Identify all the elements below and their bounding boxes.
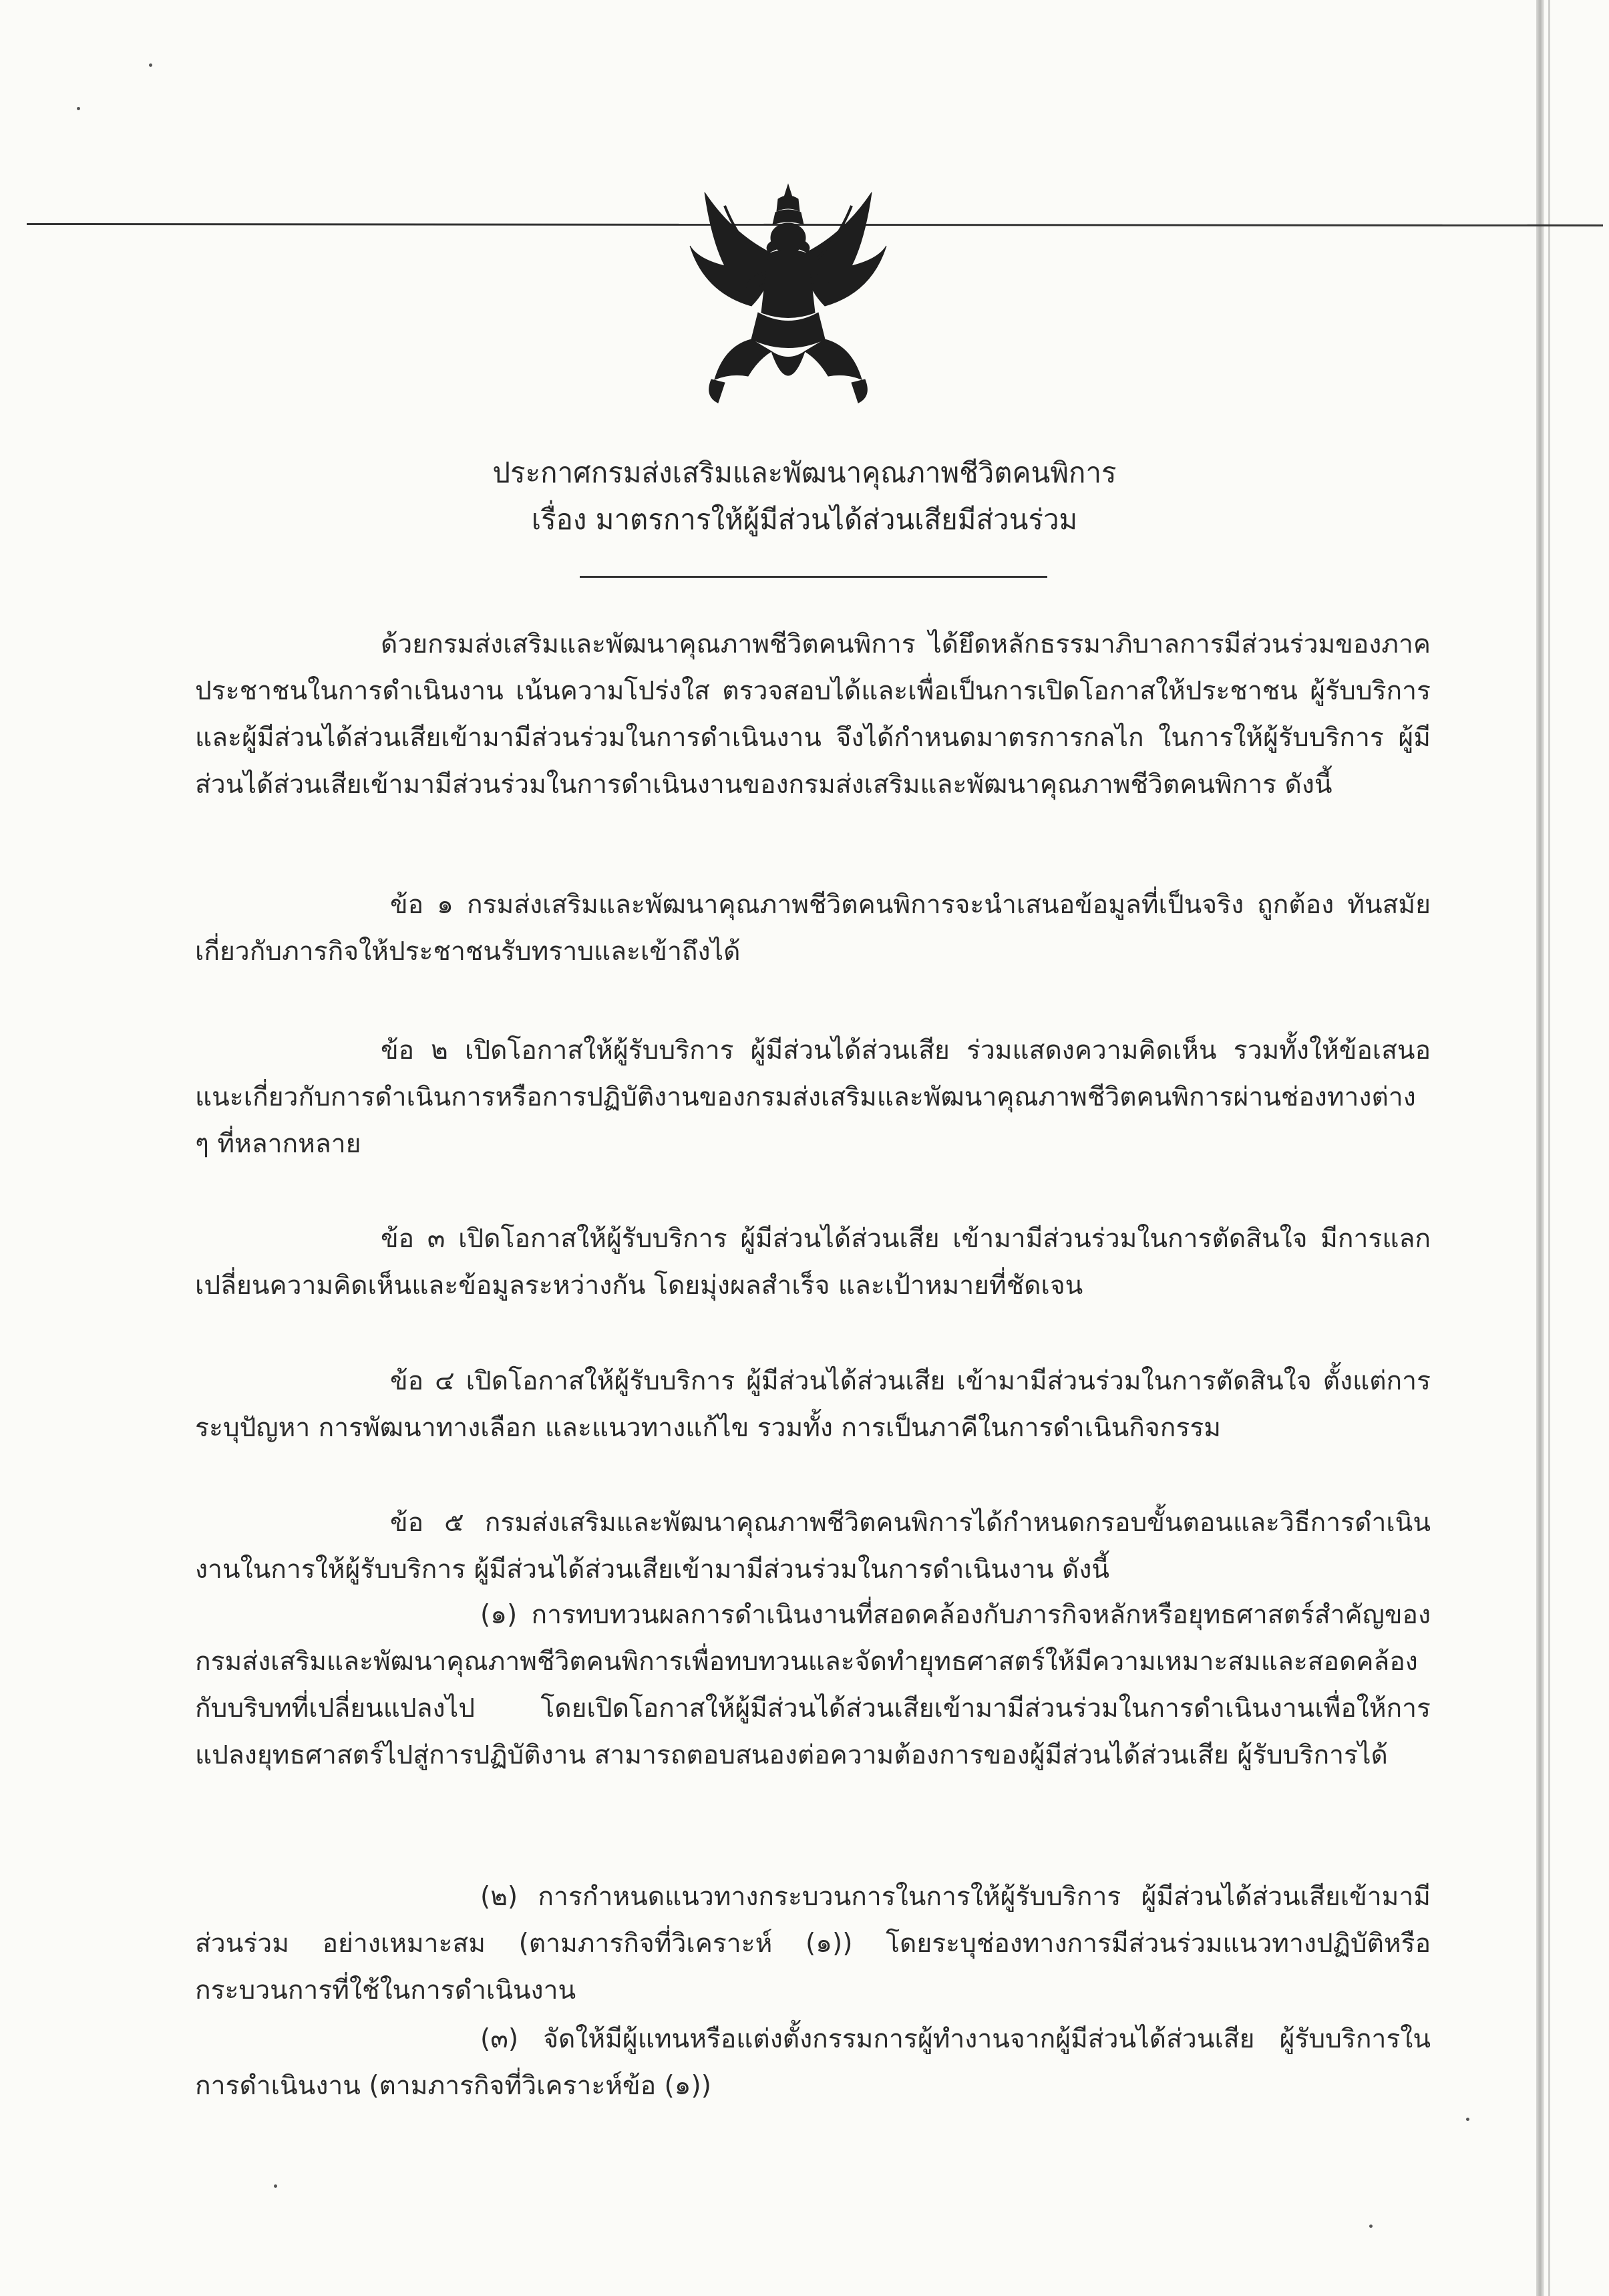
title-separator-line xyxy=(580,576,1047,578)
announcement-subject: เรื่อง มาตรการให้ผู้มีส่วนได้ส่วนเสียมีส่วนร่วม xyxy=(531,503,1078,536)
scan-speck xyxy=(149,63,152,67)
sub-item-2-paragraph: (๒) การกำหนดแนวทางกระบวนการในการให้ผู้รับบริการ ผู้มีส่วนได้ส่วนเสียเข้ามามีส่วนร่วม อย่างเหมาะสม (ตามภารกิจที่วิเคราะห์ (๑)) โดยระบุช่องทางการมีส่วนร่วมแนวทางปฏิบัติหรือกระบวนการที่ใช้ในการดำเนินงาน xyxy=(195,1882,1431,2005)
garuda-emblem-icon xyxy=(685,179,892,409)
clause-1-paragraph: ข้อ ๑ กรมส่งเสริมและพัฒนาคุณภาพชีวิตคนพิการจะนำเสนอข้อมูลที่เป็นจริง ถูกต้อง ทันสมัย เกี่ยวกับภารกิจให้ประชาชนรับทราบและเข้าถึงได้ xyxy=(195,890,1431,967)
clause-3-paragraph: ข้อ ๓ เปิดโอกาสให้ผู้รับบริการ ผู้มีส่วนได้ส่วนเสีย เข้ามามีส่วนร่วมในการตัดสินใจ มีการแลกเปลี่ยนความคิดเห็นและข้อมูลระหว่างกัน โดยมุ่งผลสำเร็จ และเป้าหมายที่ชัดเจน xyxy=(195,1224,1431,1301)
sub-item-3-paragraph: (๓) จัดให้มีผู้แทนหรือแต่งตั้งกรรมการผู้ทำงานจากผู้มีส่วนได้ส่วนเสีย ผู้รับบริการในการดำเนินงาน (ตามภารกิจที่วิเคราะห์ข้อ (๑)) xyxy=(195,2024,1431,2101)
scan-speck xyxy=(77,107,80,110)
sub-item-1-paragraph: (๑) การทบทวนผลการดำเนินงานที่สอดคล้องกับภารกิจหลักหรือยุทธศาสตร์สำคัญของกรมส่งเสริมและพัฒนาคุณภาพชีวิตคนพิการเพื่อทบทวนและจัดทำยุทธศาสตร์ให้มีความเหมาะสมและสอดคล้องกับบริบทที่เปลี่ยนแปลงไป โดยเปิดโอกาสให้ผู้มีส่วนได้ส่วนเสียเข้ามามีส่วนร่วมในการดำเนินงานเพื่อให้การแปลงยุทธศาสตร์ไปสู่การปฏิบัติงาน สามารถตอบสนองต่อความต้องการของผู้มีส่วนได้ส่วนเสีย ผู้รับบริการได้ xyxy=(195,1600,1431,1770)
scan-speck xyxy=(1466,2118,1469,2121)
scan-edge-shadow xyxy=(1536,0,1544,2296)
announcement-title: ประกาศกรมส่งเสริมและพัฒนาคุณภาพชีวิตคนพิการ xyxy=(492,456,1117,489)
intro-paragraph: ด้วยกรมส่งเสริมและพัฒนาคุณภาพชีวิตคนพิการ ได้ยึดหลักธรรมาภิบาลการมีส่วนร่วมของภาคประชาชนในการดำเนินงาน เน้นความโปร่งใส ตรวจสอบได้และเพื่อเป็นการเปิดโอกาสให้ประชาชน ผู้รับบริการและผู้มีส่วนได้ส่วนเสียเข้ามามีส่วนร่วมในการดำเนินงาน จึงได้กำหนดมาตรการกลไก ในการให้ผู้รับบริการ ผู้มีส่วนได้ส่วนเสียเข้ามามีส่วนร่วมในการดำเนินงานของกรมส่งเสริมและพัฒนาคุณภาพชีวิตคนพิการ ดังนี้ xyxy=(195,629,1431,800)
clause-2-paragraph: ข้อ ๒ เปิดโอกาสให้ผู้รับบริการ ผู้มีส่วนได้ส่วนเสีย ร่วมแสดงความคิดเห็น รวมทั้งให้ข้อเสนอแนะเกี่ยวกับการดำเนินการหรือการปฏิบัติงานของกรมส่งเสริมและพัฒนาคุณภาพชีวิตคนพิการผ่านช่องทางต่าง ๆ ที่หลากหลาย xyxy=(195,1035,1431,1159)
scan-edge-line xyxy=(1548,0,1550,2296)
clause-5-paragraph: ข้อ ๕ กรมส่งเสริมและพัฒนาคุณภาพชีวิตคนพิการได้กำหนดกรอบขั้นตอนและวิธีการดำเนินงานในการให้ผู้รับบริการ ผู้มีส่วนได้ส่วนเสียเข้ามามีส่วนร่วมในการดำเนินงาน ดังนี้ xyxy=(195,1508,1431,1585)
clause-4-paragraph: ข้อ ๔ เปิดโอกาสให้ผู้รับบริการ ผู้มีส่วนได้ส่วนเสีย เข้ามามีส่วนร่วมในการตัดสินใจ ตั้งแต่การระบุปัญหา การพัฒนาทางเลือก และแนวทางแก้ไข รวมทั้ง การเป็นภาคีในการดำเนินกิจกรรม xyxy=(195,1366,1431,1443)
scan-speck xyxy=(274,2184,277,2188)
scan-speck xyxy=(1369,2225,1373,2228)
